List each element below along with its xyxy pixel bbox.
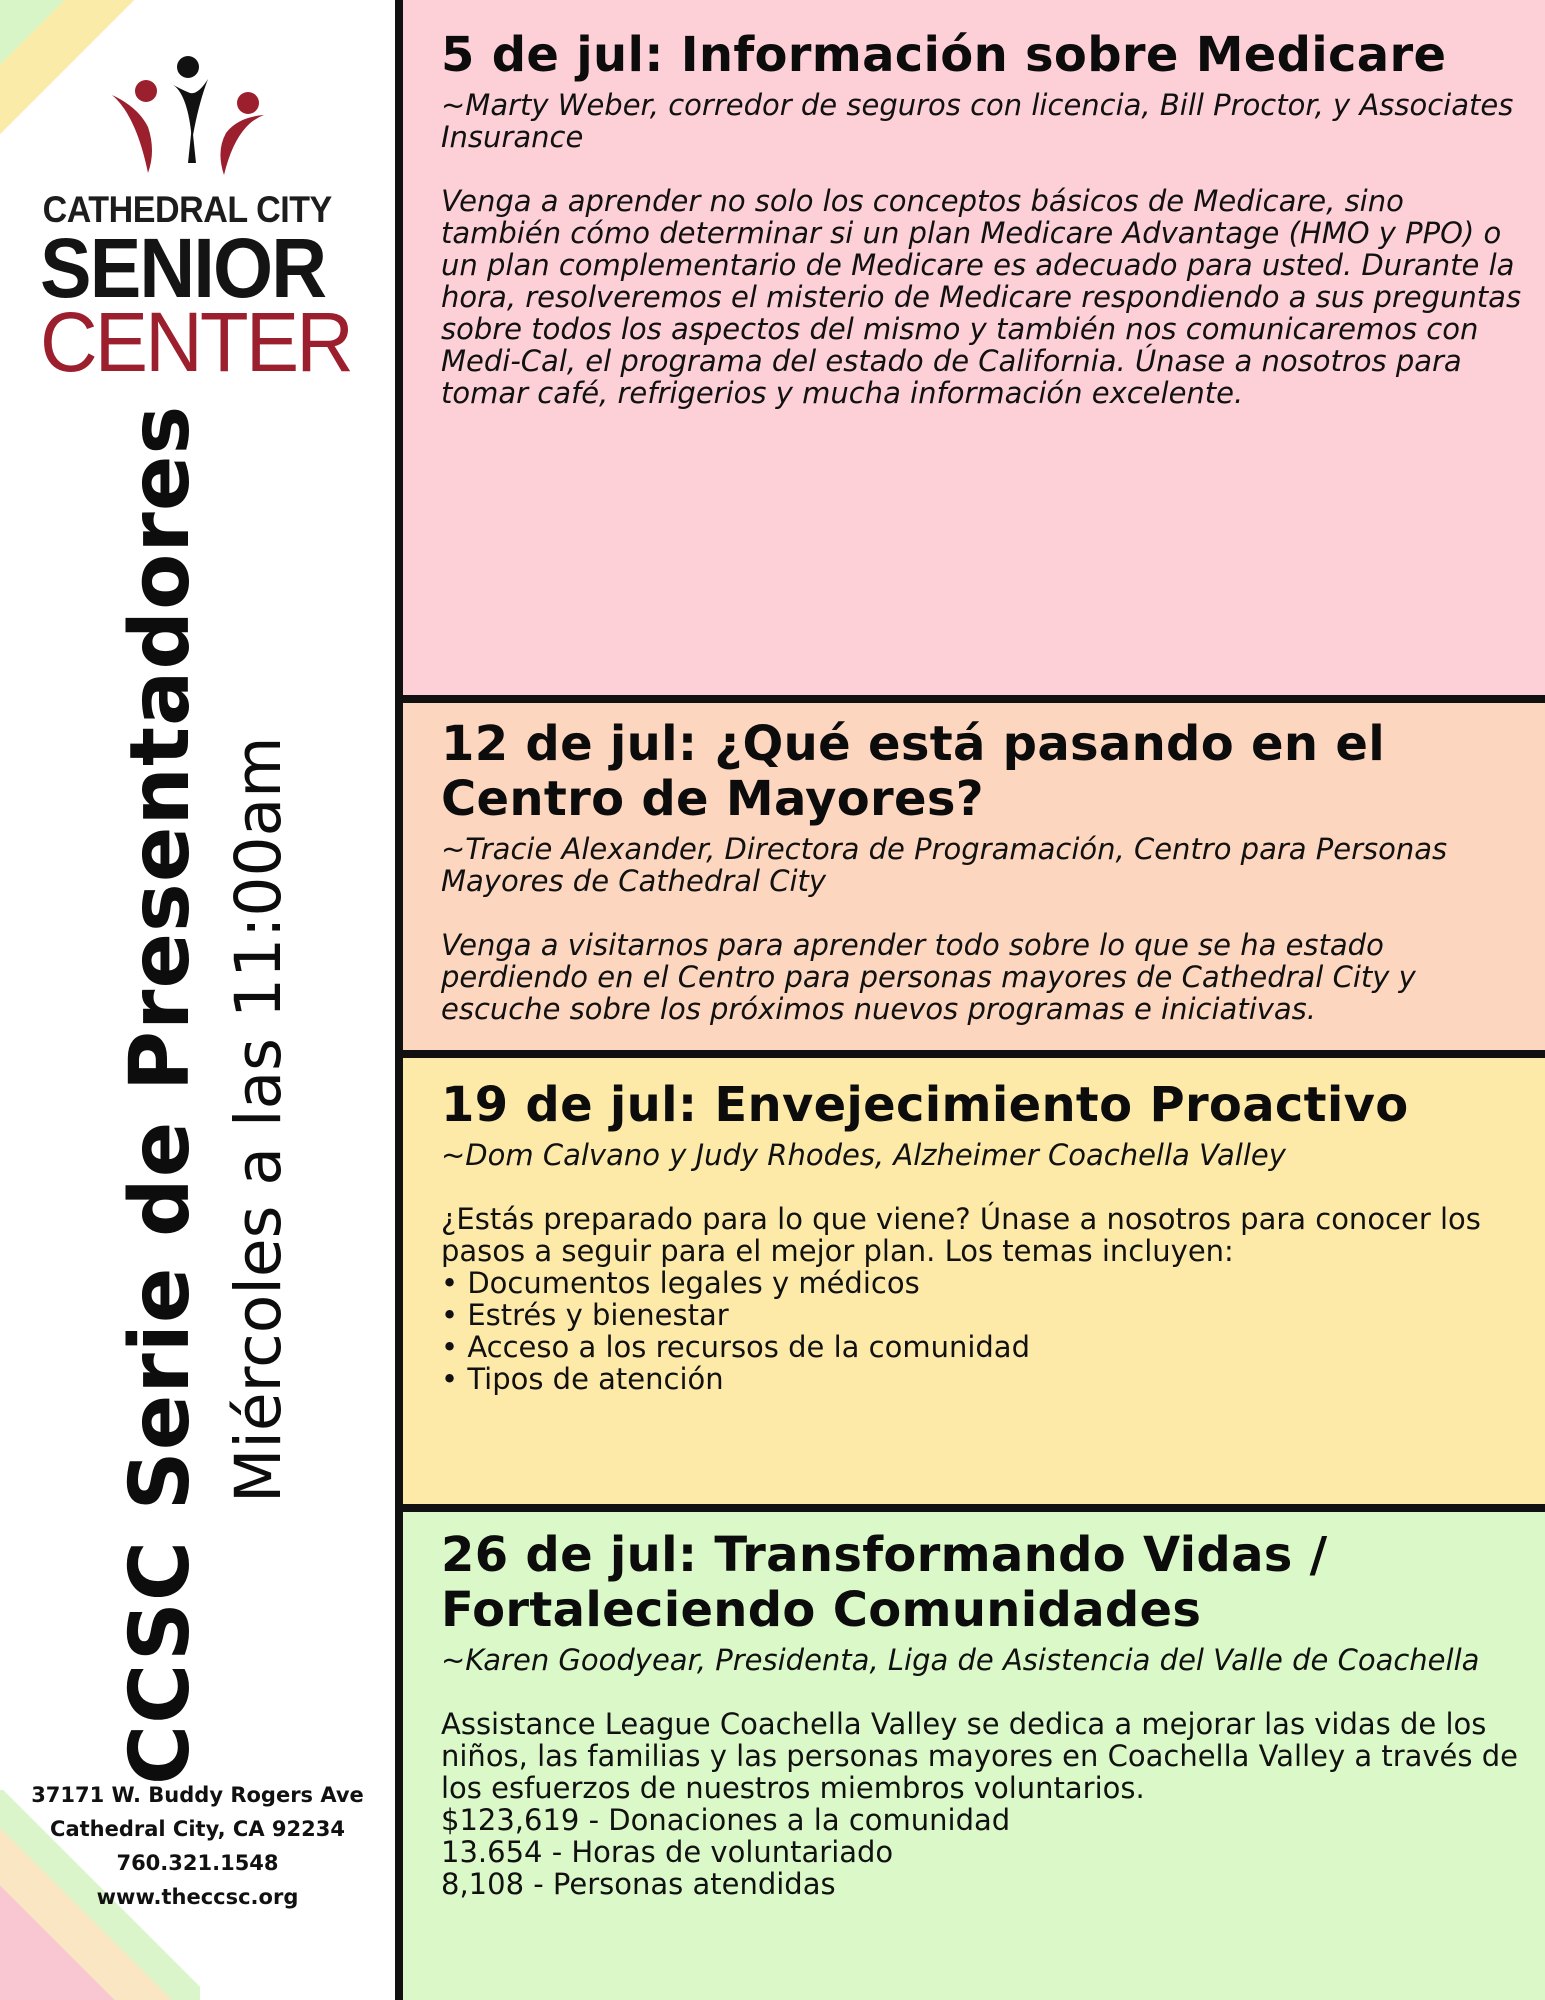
event-description: Venga a aprender no solo los conceptos básicos de Medicare, sino también cómo determinar si un plan Medicare Advantage (HMO y PPO) o un plan complementario de Medicare es adecuado para usted. Durante la hora, resolveremos el misterio de Medicare respondiendo a sus preguntas sobre todos los aspectos del mismo y también nos comunicaremos con Medi-Cal, el programa del estado de California. Únase a nosotros para tomar café, refrigerios y mucha información excelente. (441, 184, 1522, 410)
section-divider (403, 1050, 1545, 1058)
people-figures-icon (108, 55, 268, 185)
event-presenter: ~Dom Calvano y Judy Rhodes, Alzheimer Coachella Valley (441, 1138, 1286, 1172)
event-presenter: ~Tracie Alexander, Directora de Programación, Centro para Personas Mayores de Cathedral City (441, 832, 1448, 898)
section-divider (403, 1504, 1545, 1512)
address-block (0, 1778, 395, 1914)
stat-item: $123,619 - Donaciones a la comunidad (441, 1803, 1011, 1837)
vertical-divider (395, 0, 403, 2000)
event-title: 19 de jul: Envejecimiento Proactivo (441, 1077, 1409, 1133)
stat-item: 8,108 - Personas atendidas (441, 1867, 836, 1901)
topic-item: • Tipos de atención (441, 1363, 1525, 1395)
event-description: Assistance League Coachella Valley se dedica a mejorar las vidas de los niños, las familias y las personas mayores en Coachella Valley a través de los esfuerzos de nuestros miembros voluntarios. (441, 1707, 1518, 1805)
event-presenter: ~Marty Weber, corredor de seguros con licencia, Bill Proctor, y Associates Insurance (441, 88, 1514, 154)
section-divider (403, 695, 1545, 703)
event-presenter: ~Karen Goodyear, Presidenta, Liga de Asistencia del Valle de Coachella (441, 1643, 1480, 1677)
event-title: 26 de jul: Transformando Vidas / Fortaleciendo Comunidades (441, 1527, 1328, 1638)
senior-center-logo (40, 55, 370, 389)
address-website[interactable]: www.theccsc.org (96, 1885, 299, 1909)
address-city: Cathedral City, CA 92234 (50, 1817, 345, 1841)
address-street: 37171 W. Buddy Rogers Ave (31, 1783, 364, 1807)
event-panel-medicare (403, 0, 1545, 695)
logo-text-cathedral-city: CATHEDRAL CITY (42, 189, 332, 230)
logo-text-center: CENTER (40, 295, 351, 389)
stat-item: 13.654 - Horas de voluntariado (441, 1835, 894, 1869)
topic-item: • Documentos legales y médicos (441, 1267, 1525, 1299)
event-description: ¿Estás preparado para lo que viene? Únase a nosotros para conocer los pasos a seguir para el mejor plan. Los temas incluyen: (441, 1202, 1481, 1268)
event-title: 5 de jul: Información sobre Medicare (441, 27, 1447, 83)
topic-item: • Acceso a los recursos de la comunidad (441, 1331, 1525, 1363)
event-panel-senior-center (403, 703, 1545, 1050)
topic-item: • Estrés y bienestar (441, 1299, 1525, 1331)
event-panel-transforming-lives (403, 1512, 1545, 2000)
address-phone: 760.321.1548 (116, 1851, 279, 1875)
series-schedule: Miércoles a las 11:00am (222, 736, 295, 1503)
event-panel-proactive-aging (403, 1058, 1545, 1504)
sidebar (0, 0, 395, 2000)
event-title: 12 de jul: ¿Qué está pasando en el Centro de Mayores? (441, 716, 1385, 827)
logo-text-senior: SENIOR (40, 221, 326, 315)
series-title: CCSC Serie de Presentadores (113, 404, 208, 1785)
event-description: Venga a visitarnos para aprender todo sobre lo que se ha estado perdiendo en el Centro para personas mayores de Cathedral City y escuche sobre los próximos nuevos programas e iniciativas. (441, 928, 1416, 1026)
